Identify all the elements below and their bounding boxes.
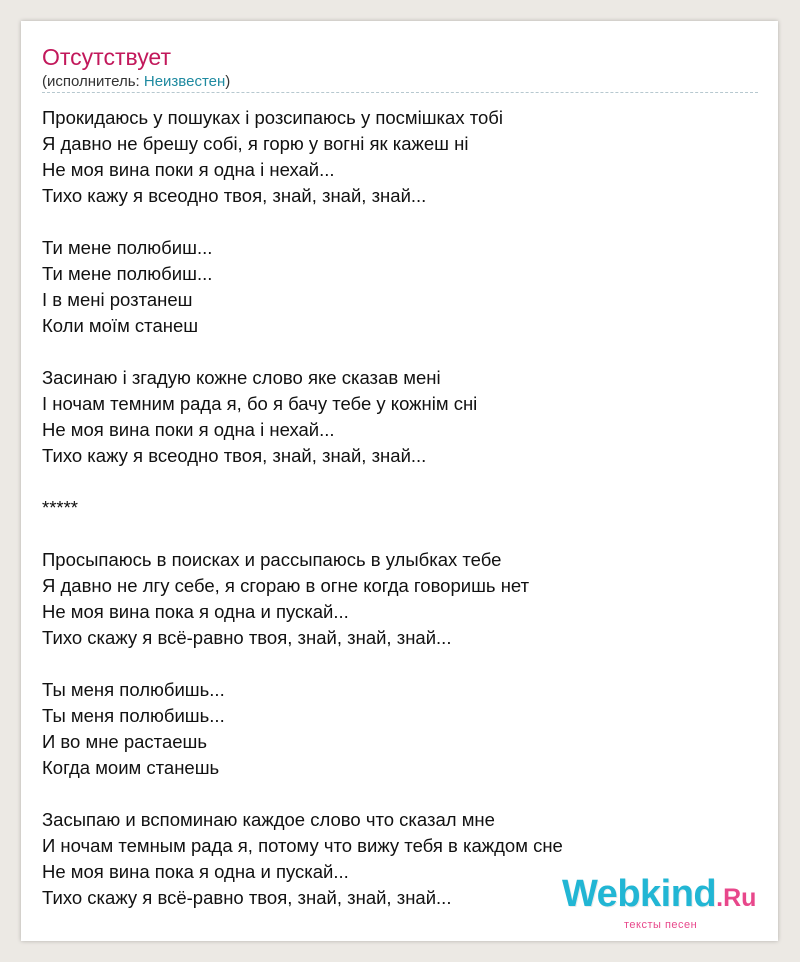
lyric-line: Не моя вина поки я одна і нехай... xyxy=(42,159,335,180)
lyric-line: И ночам темным рада я, потому что вижу тебя в каждом сне xyxy=(42,835,563,856)
lyric-line: Тихо кажу я всеодно твоя, знай, знай, знай... xyxy=(42,185,427,206)
lyric-line: Просыпаюсь в поисках и рассыпаюсь в улыбках тебе xyxy=(42,549,502,570)
lyric-line: Когда моим станешь xyxy=(42,757,220,778)
lyric-line: Я давно не лгу себе, я сгораю в огне когда говоришь нет xyxy=(42,575,530,596)
lyric-line: Не моя вина поки я одна і нехай... xyxy=(42,419,335,440)
lyric-line: Засыпаю и вспоминаю каждое слово что сказал мне xyxy=(42,809,495,830)
logo-tagline: тексты песен xyxy=(624,919,698,931)
logo-tld: .Ru xyxy=(716,884,757,912)
lyric-line: И во мне растаешь xyxy=(42,731,208,752)
artist-link[interactable]: Неизвестен xyxy=(143,73,226,90)
lyric-line: Ти мене полюбиш... xyxy=(42,237,213,258)
lyric-line: Прокидаюсь у пошуках і розсипаюсь у посмішках тобі xyxy=(42,107,504,128)
lyric-line: Коли моїм станеш xyxy=(42,315,199,336)
lyric-line: Тихо скажу я всё-равно твоя, знай, знай, знай... xyxy=(42,887,452,908)
logo-brand: Webkind xyxy=(562,873,717,915)
site-logo[interactable] xyxy=(562,873,757,931)
lyric-line xyxy=(42,651,563,677)
lyric-line xyxy=(42,469,563,495)
lyric-line xyxy=(42,521,563,547)
lyric-line: Ты меня полюбишь... xyxy=(42,679,225,700)
lyric-line xyxy=(42,209,563,235)
lyric-line: Ти мене полюбиш... xyxy=(42,263,213,284)
lyrics-text xyxy=(42,105,563,911)
title-divider xyxy=(42,92,758,93)
lyric-line: Засинаю і згадую кожне слово яке сказав мені xyxy=(42,367,441,388)
lyric-line: Не моя вина пока я одна и пускай... xyxy=(42,601,349,622)
lyric-line: І ночам темним рада я, бо я бачу тебе у кожнім сні xyxy=(42,393,478,414)
artist-prefix: (исполнитель: xyxy=(42,73,144,90)
lyric-line xyxy=(42,781,563,807)
lyric-line: Тихо кажу я всеодно твоя, знай, знай, знай... xyxy=(42,445,427,466)
lyric-line: Не моя вина пока я одна и пускай... xyxy=(42,861,349,882)
lyric-line: І в мені розтанеш xyxy=(42,289,193,310)
lyric-line: ***** xyxy=(42,497,78,518)
lyric-line: Тихо скажу я всё-равно твоя, знай, знай, знай... xyxy=(42,627,452,648)
lyric-line: Я давно не брешу собі, я горю у вогні як кажеш ні xyxy=(42,133,469,154)
song-title: Отсутствует xyxy=(42,44,171,70)
artist-suffix: ) xyxy=(225,73,231,90)
lyric-line xyxy=(42,339,563,365)
lyric-line: Ты меня полюбишь... xyxy=(42,705,225,726)
lyrics-card xyxy=(21,21,778,941)
artist-line xyxy=(42,73,230,90)
